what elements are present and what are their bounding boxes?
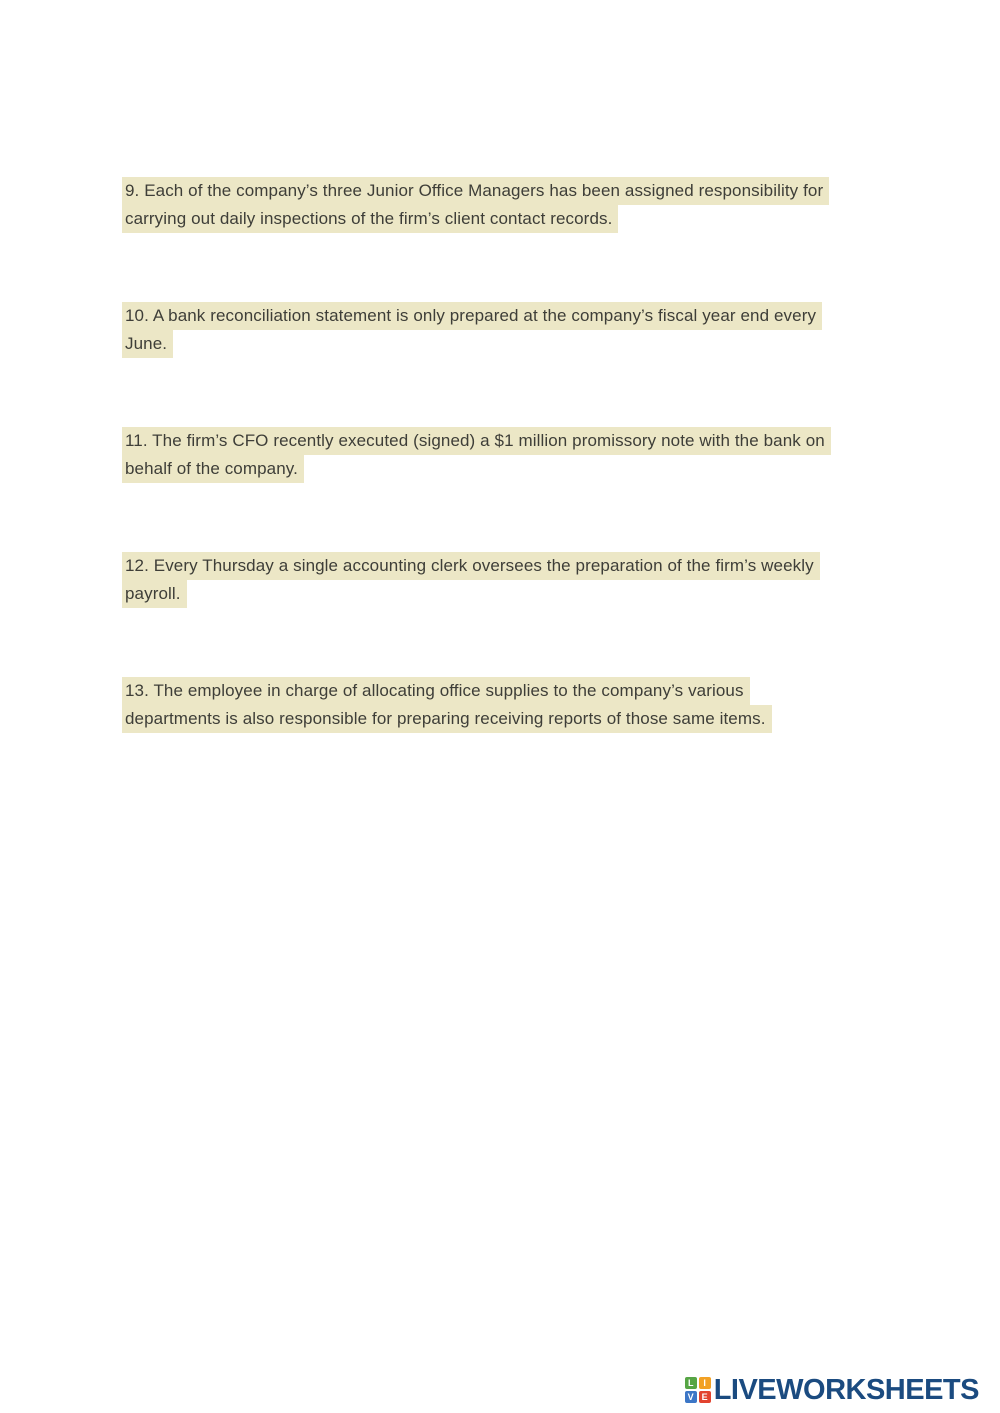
statement-line: 12. Every Thursday a single accounting clerk oversees the preparation of the firm’s weekly [122,552,820,580]
statement-line: 9. Each of the company’s three Junior Office Managers has been assigned responsibility for [122,177,829,205]
statement-item-13 [122,677,912,733]
logo-tile-v: V [685,1391,697,1403]
liveworksheets-logo[interactable] [685,1374,979,1406]
liveworksheets-wordmark: LIVEWORKSHEETS [713,1374,979,1406]
statement-line: June. [122,330,173,358]
statement-item-10 [122,302,912,358]
statement-line: carrying out daily inspections of the firm’s client contact records. [122,205,618,233]
statement-line: 11. The firm’s CFO recently executed (signed) a $1 million promissory note with the bank on [122,427,831,455]
liveworksheets-logo-icon [685,1377,711,1403]
statement-item-9 [122,177,912,233]
logo-tile-i: I [699,1377,711,1389]
statement-line: payroll. [122,580,187,608]
statements-list [122,177,912,802]
statement-item-11 [122,427,912,483]
statement-line: behalf of the company. [122,455,304,483]
statement-line: 10. A bank reconciliation statement is only prepared at the company’s fiscal year end every [122,302,822,330]
logo-tile-l: L [685,1377,697,1389]
statement-line: departments is also responsible for preparing receiving reports of those same items. [122,705,772,733]
statement-line: 13. The employee in charge of allocating office supplies to the company’s various [122,677,750,705]
logo-tile-e: E [699,1391,711,1403]
statement-item-12 [122,552,912,608]
